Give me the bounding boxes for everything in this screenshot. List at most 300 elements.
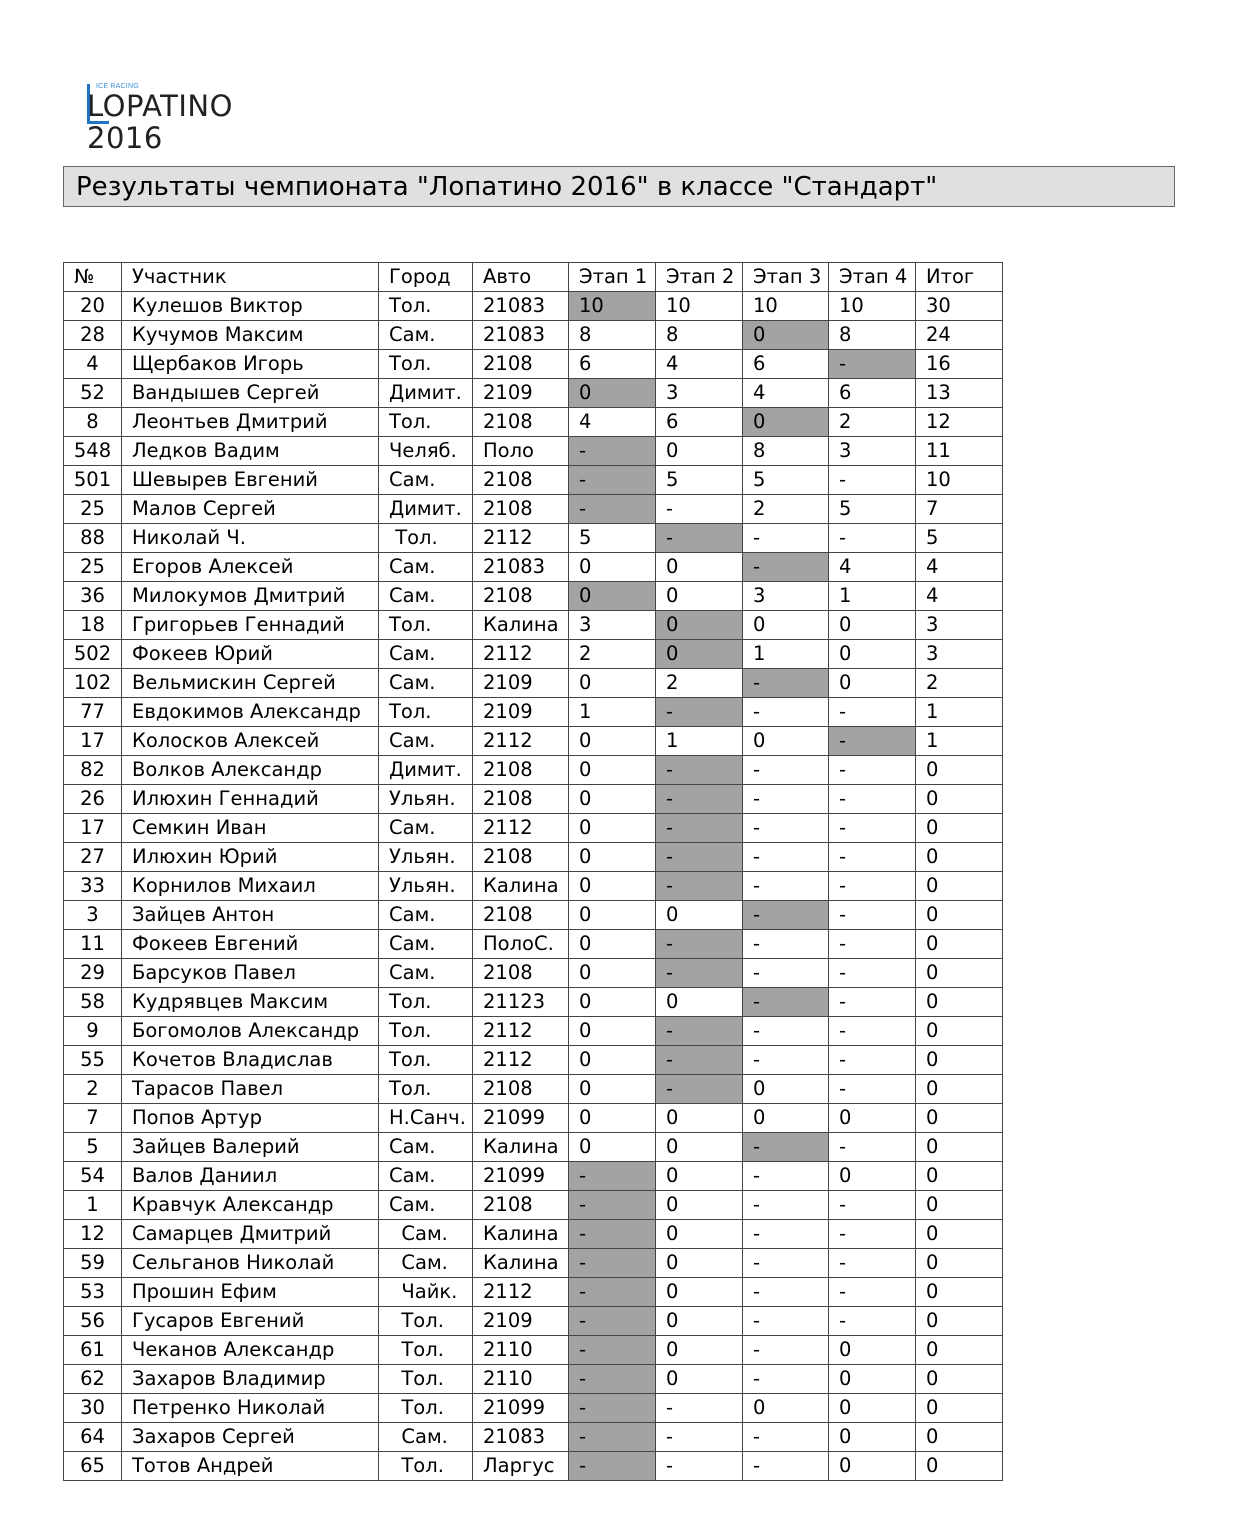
cell-participant: Ледков Вадим [122,437,379,466]
cell-stage-1: - [569,1307,656,1336]
cell-number: 3 [64,901,122,930]
cell-total: 0 [916,959,1003,988]
cell-car: 21099 [473,1162,569,1191]
cell-stage-1: 0 [569,959,656,988]
cell-car: 21083 [473,553,569,582]
cell-stage-3: 8 [743,437,829,466]
header-stage-4: Этап 4 [829,263,916,292]
cell-stage-4: 0 [829,1365,916,1394]
cell-number: 26 [64,785,122,814]
cell-stage-4: 4 [829,553,916,582]
cell-participant: Богомолов Александр [122,1017,379,1046]
cell-stage-2: - [656,698,743,727]
cell-stage-3: - [743,1162,829,1191]
cell-stage-3: - [743,959,829,988]
table-row [64,1046,1003,1075]
cell-stage-4: 5 [829,495,916,524]
cell-stage-1: - [569,1336,656,1365]
cell-participant: Вельмискин Сергей [122,669,379,698]
cell-car: 2108 [473,756,569,785]
cell-participant: Леонтьев Дмитрий [122,408,379,437]
cell-participant: Попов Артур [122,1104,379,1133]
cell-city: Сам. [379,1423,473,1452]
cell-stage-3: - [743,1249,829,1278]
cell-stage-4: - [829,1075,916,1104]
cell-total: 0 [916,1249,1003,1278]
cell-stage-3: 4 [743,379,829,408]
cell-city: Сам. [379,727,473,756]
cell-total: 0 [916,1017,1003,1046]
cell-stage-2: 0 [656,1307,743,1336]
cell-number: 58 [64,988,122,1017]
cell-car: Калина [473,611,569,640]
cell-stage-1: 4 [569,408,656,437]
table-row [64,930,1003,959]
table-row [64,350,1003,379]
header-stage-2: Этап 2 [656,263,743,292]
cell-number: 17 [64,727,122,756]
cell-participant: Вандышев Сергей [122,379,379,408]
table-row [64,756,1003,785]
cell-stage-2: 0 [656,611,743,640]
table-row [64,698,1003,727]
cell-participant: Кулешов Виктор [122,292,379,321]
cell-number: 54 [64,1162,122,1191]
cell-car: 2110 [473,1365,569,1394]
cell-stage-4: - [829,350,916,379]
cell-stage-2: 0 [656,553,743,582]
table-row [64,1075,1003,1104]
cell-stage-2: 2 [656,669,743,698]
cell-number: 36 [64,582,122,611]
header-total: Итог [916,263,1003,292]
cell-stage-1: - [569,1249,656,1278]
cell-stage-1: 0 [569,814,656,843]
header-number: № [64,263,122,292]
cell-stage-3: - [743,1336,829,1365]
cell-stage-1: 0 [569,756,656,785]
cell-stage-2: - [656,843,743,872]
cell-total: 0 [916,1394,1003,1423]
cell-stage-3: - [743,1220,829,1249]
cell-stage-1: - [569,1191,656,1220]
cell-number: 27 [64,843,122,872]
cell-stage-4: 0 [829,1452,916,1481]
cell-stage-3: 0 [743,321,829,350]
cell-car: 2108 [473,350,569,379]
cell-car: 2108 [473,785,569,814]
cell-city: Тол. [379,1075,473,1104]
cell-stage-1: - [569,437,656,466]
cell-total: 0 [916,1336,1003,1365]
cell-stage-3: 0 [743,1075,829,1104]
cell-number: 5 [64,1133,122,1162]
cell-number: 102 [64,669,122,698]
cell-stage-4: - [829,1133,916,1162]
cell-city: Сам. [379,553,473,582]
cell-participant: Волков Александр [122,756,379,785]
cell-stage-4: - [829,901,916,930]
cell-participant: Николай Ч. [122,524,379,553]
cell-stage-2: 0 [656,1133,743,1162]
cell-participant: Кудрявцев Максим [122,988,379,1017]
cell-participant: Шевырев Евгений [122,466,379,495]
cell-stage-2: 0 [656,1278,743,1307]
cell-stage-4: - [829,466,916,495]
cell-stage-1: 0 [569,1046,656,1075]
cell-total: 0 [916,1423,1003,1452]
cell-car: 21083 [473,1423,569,1452]
cell-stage-1: 8 [569,321,656,350]
cell-city: Тол. [379,1336,473,1365]
cell-stage-2: 3 [656,379,743,408]
cell-participant: Валов Даниил [122,1162,379,1191]
cell-participant: Щербаков Игорь [122,350,379,379]
cell-stage-2: 8 [656,321,743,350]
results-table [63,262,1003,1481]
cell-car: Калина [473,1133,569,1162]
cell-stage-4: - [829,1307,916,1336]
cell-city: Тол. [379,1017,473,1046]
cell-total: 0 [916,1307,1003,1336]
cell-stage-1: - [569,1452,656,1481]
cell-number: 33 [64,872,122,901]
cell-city: Тол. [379,611,473,640]
logo [87,80,317,155]
header-stage-1: Этап 1 [569,263,656,292]
cell-total: 30 [916,292,1003,321]
cell-stage-3: - [743,988,829,1017]
cell-stage-2: 0 [656,1220,743,1249]
cell-stage-4: 0 [829,1162,916,1191]
cell-stage-4: - [829,698,916,727]
cell-stage-3: 0 [743,611,829,640]
cell-total: 0 [916,1365,1003,1394]
cell-stage-2: 6 [656,408,743,437]
cell-total: 1 [916,727,1003,756]
cell-number: 61 [64,1336,122,1365]
cell-stage-4: - [829,843,916,872]
table-row [64,1365,1003,1394]
table-row [64,1162,1003,1191]
cell-car: 21083 [473,321,569,350]
cell-number: 52 [64,379,122,408]
table-row [64,321,1003,350]
cell-number: 65 [64,1452,122,1481]
cell-stage-1: 0 [569,379,656,408]
cell-car: 2112 [473,524,569,553]
cell-city: Сам. [379,466,473,495]
cell-city: Тол. [379,1452,473,1481]
cell-total: 0 [916,901,1003,930]
cell-participant: Фокеев Евгений [122,930,379,959]
cell-stage-3: 0 [743,1104,829,1133]
cell-total: 2 [916,669,1003,698]
cell-stage-4: - [829,727,916,756]
cell-stage-2: 0 [656,640,743,669]
cell-stage-3: - [743,872,829,901]
cell-city: Димит. [379,379,473,408]
cell-stage-1: 5 [569,524,656,553]
cell-car: 2108 [473,843,569,872]
cell-car: 2112 [473,1278,569,1307]
cell-stage-1: - [569,495,656,524]
cell-total: 0 [916,814,1003,843]
cell-total: 13 [916,379,1003,408]
cell-number: 64 [64,1423,122,1452]
table-row [64,524,1003,553]
cell-stage-4: 0 [829,1104,916,1133]
cell-car: 2109 [473,698,569,727]
header-city: Город [379,263,473,292]
cell-number: 25 [64,495,122,524]
cell-stage-2: 0 [656,1249,743,1278]
cell-car: 2109 [473,669,569,698]
cell-participant: Кучумов Максим [122,321,379,350]
table-row [64,553,1003,582]
cell-participant: Зайцев Антон [122,901,379,930]
cell-number: 8 [64,408,122,437]
cell-city: Сам. [379,1220,473,1249]
cell-participant: Илюхин Геннадий [122,785,379,814]
page-title: Результаты чемпионата "Лопатино 2016" в классе "Стандарт" [76,172,938,202]
cell-number: 7 [64,1104,122,1133]
table-row [64,669,1003,698]
cell-participant: Егоров Алексей [122,553,379,582]
cell-stage-4: - [829,524,916,553]
cell-stage-4: 0 [829,640,916,669]
cell-stage-3: 0 [743,1394,829,1423]
cell-stage-2: - [656,524,743,553]
cell-car: 21123 [473,988,569,1017]
table-row [64,1452,1003,1481]
table-header-row [64,263,1003,292]
cell-stage-1: - [569,1394,656,1423]
cell-car: Поло [473,437,569,466]
cell-city: Чайк. [379,1278,473,1307]
cell-car: 21099 [473,1104,569,1133]
cell-stage-4: - [829,959,916,988]
cell-stage-1: 0 [569,872,656,901]
cell-participant: Григорьев Геннадий [122,611,379,640]
cell-stage-1: 3 [569,611,656,640]
cell-number: 502 [64,640,122,669]
cell-city: Тол. [379,698,473,727]
cell-stage-4: - [829,814,916,843]
table-row [64,1017,1003,1046]
cell-stage-4: 10 [829,292,916,321]
cell-stage-2: 5 [656,466,743,495]
cell-stage-3: 1 [743,640,829,669]
cell-stage-1: 2 [569,640,656,669]
cell-participant: Кочетов Владислав [122,1046,379,1075]
logo-subtitle: ICE RACING [96,83,139,90]
cell-stage-3: 3 [743,582,829,611]
cell-participant: Прошин Ефим [122,1278,379,1307]
cell-city: Сам. [379,814,473,843]
cell-total: 5 [916,524,1003,553]
cell-stage-2: 10 [656,292,743,321]
cell-participant: Евдокимов Александр [122,698,379,727]
cell-total: 0 [916,1278,1003,1307]
cell-participant: Барсуков Павел [122,959,379,988]
table-row [64,1336,1003,1365]
cell-stage-4: - [829,1220,916,1249]
cell-number: 62 [64,1365,122,1394]
cell-stage-3: 0 [743,408,829,437]
cell-number: 55 [64,1046,122,1075]
table-row [64,466,1003,495]
cell-stage-4: 0 [829,1336,916,1365]
cell-stage-3: - [743,843,829,872]
cell-number: 28 [64,321,122,350]
cell-stage-4: 0 [829,669,916,698]
cell-number: 20 [64,292,122,321]
cell-car: 2108 [473,1191,569,1220]
cell-total: 0 [916,1220,1003,1249]
cell-city: Ульян. [379,843,473,872]
cell-total: 1 [916,698,1003,727]
cell-city: Сам. [379,582,473,611]
cell-city: Тол. [379,350,473,379]
cell-city: Тол. [379,1394,473,1423]
cell-car: 2112 [473,640,569,669]
cell-stage-1: - [569,1365,656,1394]
cell-stage-2: - [656,930,743,959]
cell-car: Ларгус [473,1452,569,1481]
cell-total: 4 [916,582,1003,611]
cell-participant: Сельганов Николай [122,1249,379,1278]
cell-number: 548 [64,437,122,466]
cell-number: 88 [64,524,122,553]
cell-participant: Чеканов Александр [122,1336,379,1365]
cell-total: 0 [916,843,1003,872]
cell-participant: Захаров Владимир [122,1365,379,1394]
cell-stage-1: 0 [569,1104,656,1133]
table-row [64,1423,1003,1452]
cell-stage-1: - [569,1278,656,1307]
header-stage-3: Этап 3 [743,263,829,292]
cell-stage-1: 0 [569,1075,656,1104]
cell-stage-1: - [569,1423,656,1452]
cell-car: 2109 [473,379,569,408]
cell-stage-3: - [743,785,829,814]
cell-stage-4: 8 [829,321,916,350]
cell-stage-1: 0 [569,727,656,756]
cell-total: 0 [916,872,1003,901]
cell-stage-4: 0 [829,1423,916,1452]
cell-city: Сам. [379,930,473,959]
cell-participant: Милокумов Дмитрий [122,582,379,611]
cell-stage-3: - [743,930,829,959]
cell-total: 0 [916,988,1003,1017]
cell-total: 16 [916,350,1003,379]
table-row [64,611,1003,640]
cell-city: Димит. [379,495,473,524]
cell-stage-4: - [829,930,916,959]
cell-participant: Захаров Сергей [122,1423,379,1452]
cell-city: Тол. [379,1046,473,1075]
cell-car: 21099 [473,1394,569,1423]
cell-participant: Илюхин Юрий [122,843,379,872]
cell-stage-3: - [743,1307,829,1336]
table-row [64,1249,1003,1278]
cell-stage-2: 0 [656,1104,743,1133]
cell-participant: Корнилов Михаил [122,872,379,901]
cell-number: 1 [64,1191,122,1220]
cell-stage-4: 0 [829,1394,916,1423]
cell-total: 0 [916,1452,1003,1481]
cell-stage-3: - [743,1278,829,1307]
cell-stage-4: 2 [829,408,916,437]
cell-number: 77 [64,698,122,727]
cell-stage-2: - [656,1046,743,1075]
cell-stage-1: 0 [569,785,656,814]
table-row [64,843,1003,872]
table-row [64,901,1003,930]
cell-stage-2: - [656,1423,743,1452]
cell-number: 501 [64,466,122,495]
cell-city: Сам. [379,1162,473,1191]
cell-stage-3: - [743,1133,829,1162]
cell-stage-3: - [743,669,829,698]
cell-city: Тол. [379,1307,473,1336]
cell-participant: Тарасов Павел [122,1075,379,1104]
cell-stage-2: 0 [656,901,743,930]
cell-stage-1: 0 [569,553,656,582]
cell-stage-3: - [743,1191,829,1220]
table-row [64,727,1003,756]
cell-total: 0 [916,1075,1003,1104]
cell-city: Тол. [379,988,473,1017]
cell-stage-3: 6 [743,350,829,379]
cell-city: Тол. [379,1365,473,1394]
cell-stage-3: 5 [743,466,829,495]
cell-total: 10 [916,466,1003,495]
cell-car: 2108 [473,408,569,437]
table-row [64,1307,1003,1336]
cell-city: Сам. [379,669,473,698]
cell-total: 4 [916,553,1003,582]
cell-stage-3: - [743,1423,829,1452]
cell-car: ПолоС. [473,930,569,959]
cell-participant: Фокеев Юрий [122,640,379,669]
cell-participant: Семкин Иван [122,814,379,843]
cell-total: 0 [916,1162,1003,1191]
cell-total: 24 [916,321,1003,350]
cell-stage-4: - [829,1046,916,1075]
cell-stage-1: 0 [569,582,656,611]
logo-title: LOPATINO 2016 [87,89,233,155]
table-row [64,640,1003,669]
cell-stage-1: 0 [569,1017,656,1046]
cell-car: 21083 [473,292,569,321]
cell-stage-2: - [656,756,743,785]
cell-stage-2: - [656,495,743,524]
cell-stage-3: - [743,698,829,727]
cell-stage-3: - [743,1365,829,1394]
cell-stage-3: - [743,814,829,843]
cell-city: Ульян. [379,872,473,901]
table-row [64,872,1003,901]
cell-stage-3: 2 [743,495,829,524]
cell-stage-1: 0 [569,1133,656,1162]
cell-total: 0 [916,785,1003,814]
cell-total: 0 [916,1133,1003,1162]
cell-total: 7 [916,495,1003,524]
cell-number: 30 [64,1394,122,1423]
cell-total: 0 [916,1191,1003,1220]
